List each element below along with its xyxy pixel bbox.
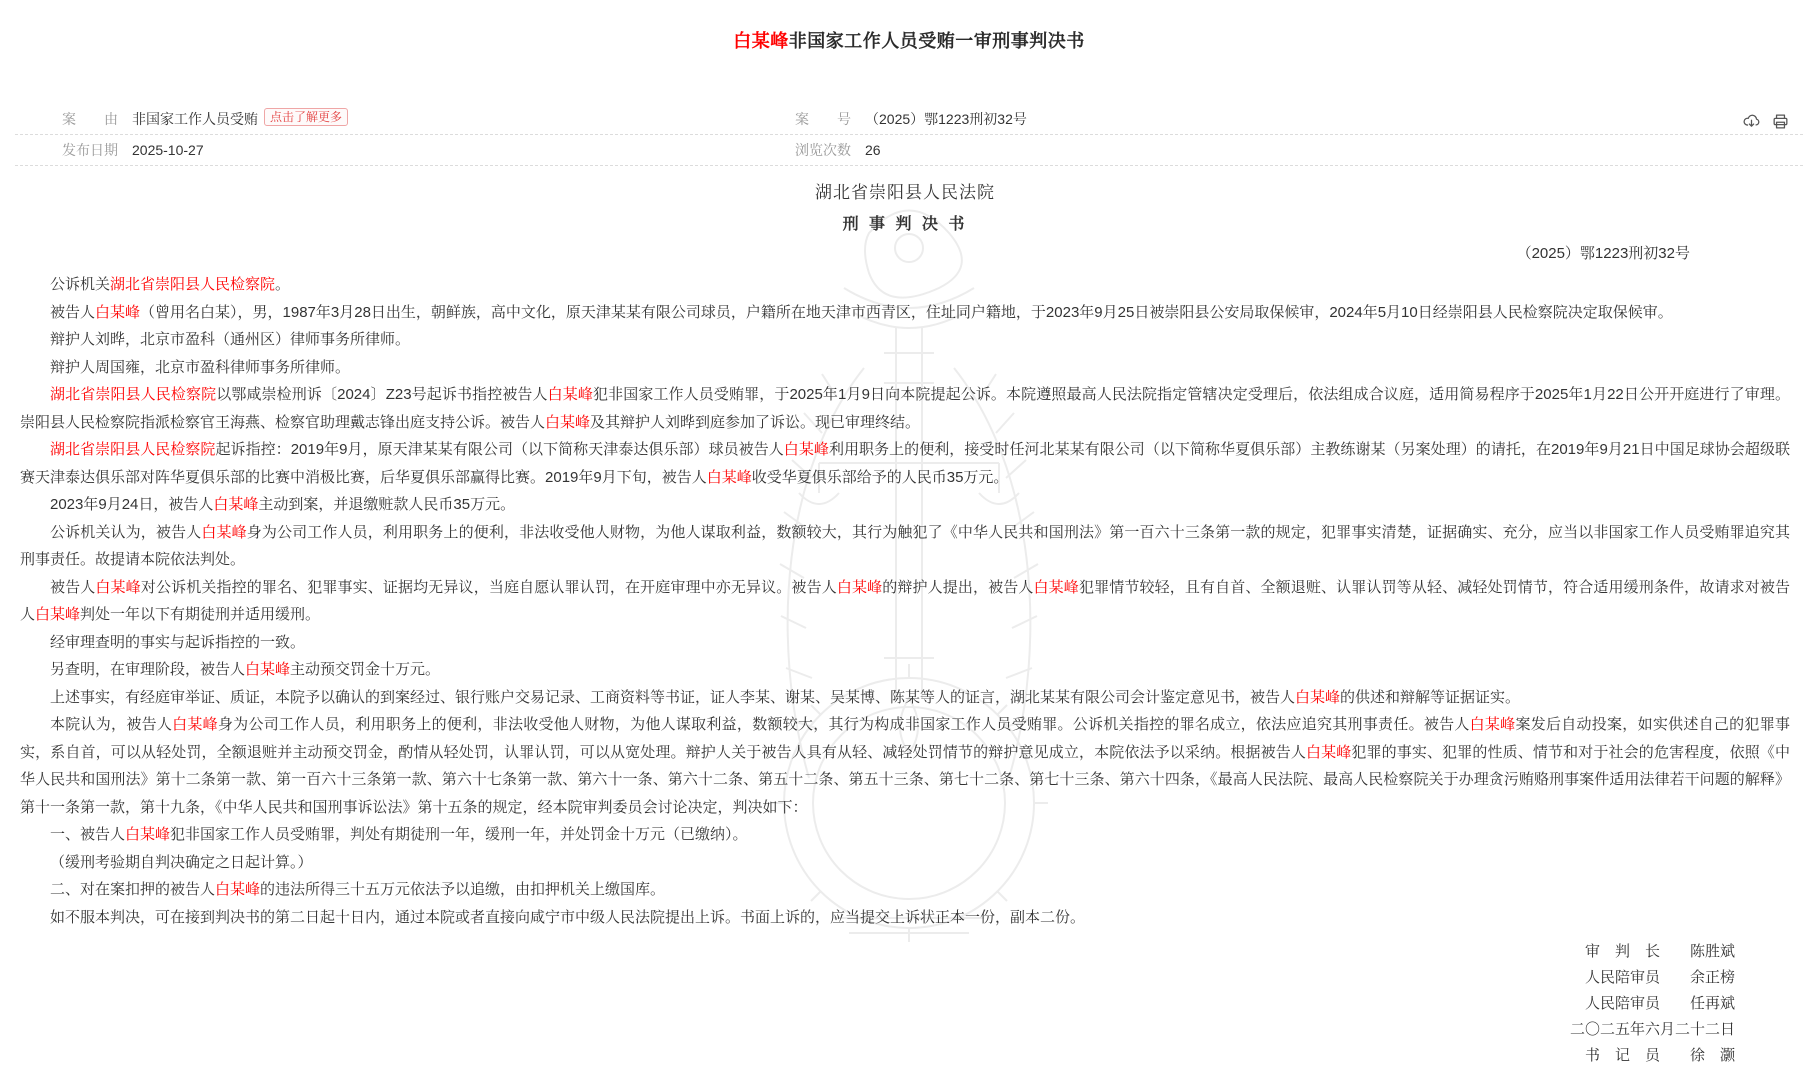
action-icons (1742, 112, 1790, 131)
dashed-divider (15, 165, 1803, 166)
paragraph-text: 公诉机关认为，被告人 (50, 523, 202, 541)
case-number-field (795, 104, 1027, 134)
entity-link[interactable]: 白某峰 (215, 881, 261, 898)
entity-link[interactable]: 白某峰 (213, 496, 259, 513)
entity-link[interactable]: 湖北省崇阳县人民检察院 (50, 441, 216, 458)
paragraph-text: 的供述和辩解等证据证实。 (1340, 688, 1521, 706)
paragraph-text: 的违法所得三十五万元依法予以追缴，由扣押机关上缴国库。 (260, 881, 666, 898)
entity-link[interactable]: 白某峰 (547, 386, 593, 403)
paragraph-text: 收受华夏俱乐部给予的人民币35万元。 (751, 468, 1009, 486)
publish-date-value: 2025-10-27 (132, 142, 204, 158)
title-rest: 非国家工作人员受贿一审刑事判决书 (788, 31, 1085, 51)
court-name: 湖北省崇阳县人民法院 (815, 183, 995, 202)
entity-link[interactable]: 湖北省崇阳县人民检察院 (50, 386, 217, 403)
paragraph-text: 被告人 (50, 303, 96, 321)
paragraph (20, 849, 1790, 877)
entity-link[interactable]: 白某峰 (1295, 688, 1341, 706)
entity-link[interactable]: 白某峰 (1033, 578, 1079, 596)
paragraph-text: 经审理查明的事实与起诉指控的一致。 (50, 633, 306, 651)
paragraph-text: 犯罪情节较轻，且有自首、全额退赃、认罪认罚等从轻、减轻处罚情节，符合适用缓刑条件，故请求对被告人 (20, 578, 1790, 623)
meta-section (0, 104, 1818, 166)
paragraph-text: 。 (275, 276, 291, 293)
paragraph-text: 对公诉机关指控的罪名、犯罪事实、证据均无异议，当庭自愿认罪认罚，在开庭审理中亦无异议。被告人 (140, 578, 837, 596)
paragraph-text: 犯罪的事实、犯罪的性质、情节和对于社会的危害程度，依照《中华人民共和国刑法》第十二条第一款、第一百六十三条第一款、第六十七条第一款、第六十一条、第六十二条、第五十二条、第五十三条、第七十二条、第七十三条、第六十四条，《最高人民法院、最高人民检察院关于办理贪污贿赂刑事案件适用法律若干问题的解释》第十一条第一款，第十九条，《中华人民共和国刑事诉讼法》第十五条的规定，经本院审判委员会讨论决定，判决如下： (20, 743, 1790, 816)
case-reason-value: 非国家工作人员受贿 (132, 111, 258, 127)
meta-row-1 (0, 104, 1818, 134)
paragraph-text: 另查明，在审理阶段，被告人 (50, 661, 246, 678)
learn-more-button[interactable]: 点击了解更多 (264, 108, 348, 126)
paragraph-text: 及其辩护人刘晔到庭参加了诉讼。现已审理终结。 (590, 413, 921, 431)
paragraph-text: 起诉指控：2019年9月，原天津某某有限公司（以下简称天津泰达俱乐部）球员被告人 (215, 441, 784, 458)
views-label: 浏览次数 (795, 142, 851, 158)
paragraph (20, 519, 1790, 574)
paragraph (20, 354, 1790, 382)
signature-line: 二〇二五年六月二十二日 (1569, 1021, 1735, 1038)
paragraph-text: 以鄂咸崇检刑诉〔2024〕Z23号起诉书指控被告人 (216, 386, 548, 403)
paragraph (20, 629, 1790, 657)
case-number-label: 案 号 (795, 111, 851, 127)
paragraph-text: 如不服本判决，可在接到判决书的第二日起十日内，通过本院或者直接向咸宁市中级人民法院提出上诉。书面上诉的，应当提交上诉状正本一份，副本二份。 (50, 908, 1086, 926)
paragraph (20, 436, 1790, 491)
title-defendant-name: 白某峰 (733, 31, 789, 51)
entity-link[interactable]: 白某峰 (35, 606, 81, 623)
paragraph (20, 574, 1790, 629)
signature-line: 人民陪审员 任再斌 (1584, 995, 1735, 1012)
entity-link[interactable]: 白某峰 (1469, 716, 1516, 733)
entity-link[interactable]: 白某峰 (95, 578, 141, 596)
signature-line: 审 判 长 陈胜斌 (1584, 943, 1735, 960)
page-title (0, 0, 1818, 53)
paragraph (20, 271, 1790, 299)
paragraph (20, 656, 1790, 684)
paragraph-text: 辩护人刘晔，北京市盈科（通州区）律师事务所律师。 (50, 331, 411, 348)
judgment-document (20, 178, 1790, 1069)
entity-link[interactable]: 白某峰 (1305, 743, 1352, 761)
entity-link[interactable]: 白某峰 (125, 826, 171, 843)
print-icon[interactable] (1771, 112, 1790, 131)
paragraph (20, 381, 1790, 436)
entity-link[interactable]: 白某峰 (172, 716, 218, 733)
paragraph-text: 犯非国家工作人员受贿罪，判处有期徒刑一年，缓刑一年，并处罚金十万元（已缴纳）。 (170, 826, 748, 843)
paragraph-text: （曾用名白某），男，1987年3月28日出生，朝鲜族，高中文化，原天津某某有限公司球员，户籍所在地天津市西青区，住址同户籍地，于2023年9月25日被崇阳县公安局取保候审，2024年5月10日经崇阳县人民检察院决定取保候审。 (140, 303, 1673, 321)
entity-link[interactable]: 白某峰 (545, 413, 591, 431)
publish-date-field (62, 142, 204, 158)
case-reason-field (62, 111, 348, 127)
paragraph-text: 的辩护人提出，被告人 (882, 578, 1034, 596)
paragraph-text: 案发后自动投案，如实供述自己的犯罪事实，系自首，可以从轻处罚，全额退赃并主动预交罚金，酌情从轻处罚，认罪认罚，可以从宽处理。辩护人关于被告人具有从轻、减轻处罚情节的辩护意见成立，本院依法予以采纳。根据被告人 (20, 716, 1790, 761)
views-field (795, 135, 881, 165)
signature-line: 人民陪审员 余正榜 (1584, 969, 1735, 986)
paragraph-text: 判处一年以下有期徒刑并适用缓刑。 (80, 606, 321, 623)
meta-row-2 (0, 135, 1818, 165)
paragraph (20, 299, 1790, 327)
entity-link[interactable]: 白某峰 (201, 523, 247, 541)
entity-link[interactable]: 白某峰 (836, 578, 883, 596)
document-case-number: （2025）鄂1223刑初32号 (1516, 245, 1690, 262)
paragraph-text: 身为公司工作人员，利用职务上的便利，非法收受他人财物，为他人谋取利益，数额较大，其行为构成非国家工作人员受贿罪。公诉机关指控的罪名成立，依法应追究其刑事责任。被告人 (217, 716, 1470, 733)
paragraph-text: 上述事实，有经庭审举证、质证，本院予以确认的到案经过、银行账户交易记录、工商资料等书证，证人李某、谢某、吴某博、陈某等人的证言，湖北某某有限公司会计鉴定意见书，被告人 (50, 688, 1296, 706)
download-icon[interactable] (1742, 112, 1761, 131)
paragraph-text: 公诉机关 (50, 276, 111, 293)
paragraph (20, 491, 1790, 519)
paragraph-text: 身为公司工作人员，利用职务上的便利，非法收受他人财物，为他人谋取利益，数额较大，其行为触犯了《中华人民共和国刑法》第一百六十三条第一款的规定，犯罪事实清楚，证据确实、充分，应当以非国家工作人员受贿罪追究其刑事责任。故提请本院依法判处。 (20, 523, 1790, 568)
paragraph-text: 辩护人周国雍，北京市盈科律师事务所律师。 (50, 358, 351, 376)
entity-link[interactable]: 白某峰 (245, 661, 291, 678)
paragraph (20, 326, 1790, 354)
paragraph-text: 主动到案，并退缴赃款人民币35万元。 (258, 496, 516, 513)
case-reason-label: 案 由 (62, 111, 118, 127)
document-type: 刑 事 判 决 书 (842, 216, 968, 233)
entity-link[interactable]: 白某峰 (95, 303, 141, 321)
paragraph-text: 利用职务上的便利，接受时任河北某某有限公司（以下简称华夏俱乐部）主教练谢某（另案处理）的请托，在2019年9月21日中国足球协会超级联赛天津泰达俱乐部对阵华夏俱乐部的比赛中消极比赛，后华夏俱乐部赢得比赛。2019年9月下旬，被告人 (20, 441, 1790, 486)
paragraph-text: 犯非国家工作人员受贿罪，于2025年1月9日向本院提起公诉。本院遵照最高人民法院指定管辖决定受理后，依法组成合议庭，适用简易程序于2025年1月22日公开开庭进行了审理。崇阳县人民检察院指派检察官王海燕、检察官助理戴志锋出庭支持公诉。被告人 (20, 386, 1790, 431)
entity-link[interactable]: 湖北省崇阳县人民检察院 (110, 276, 276, 293)
paragraph (20, 876, 1790, 904)
paragraph-text: 一、被告人 (50, 826, 126, 843)
paragraph (20, 821, 1790, 849)
case-number-value: （2025）鄂1223刑初32号 (865, 111, 1027, 127)
paragraph-text: 二、对在案扣押的被告人 (50, 881, 216, 898)
paragraph-text: （缓刑考验期自判决确定之日起计算。） (50, 853, 313, 871)
signature-block (20, 939, 1735, 1069)
views-value: 26 (865, 142, 881, 158)
document-paragraphs (20, 271, 1790, 931)
paragraph-text: 被告人 (50, 578, 96, 596)
paragraph (20, 684, 1790, 712)
publish-date-label: 发布日期 (62, 142, 118, 158)
paragraph (20, 711, 1790, 821)
paragraph-text: 2023年9月24日，被告人 (50, 496, 214, 513)
paragraph-text: 主动预交罚金十万元。 (290, 661, 441, 678)
paragraph (20, 904, 1790, 932)
entity-link[interactable]: 白某峰 (783, 441, 829, 458)
entity-link[interactable]: 白某峰 (706, 468, 752, 486)
signature-line: 书 记 员 徐 灏 (1584, 1047, 1735, 1064)
paragraph-text: 本院认为，被告人 (50, 716, 173, 733)
